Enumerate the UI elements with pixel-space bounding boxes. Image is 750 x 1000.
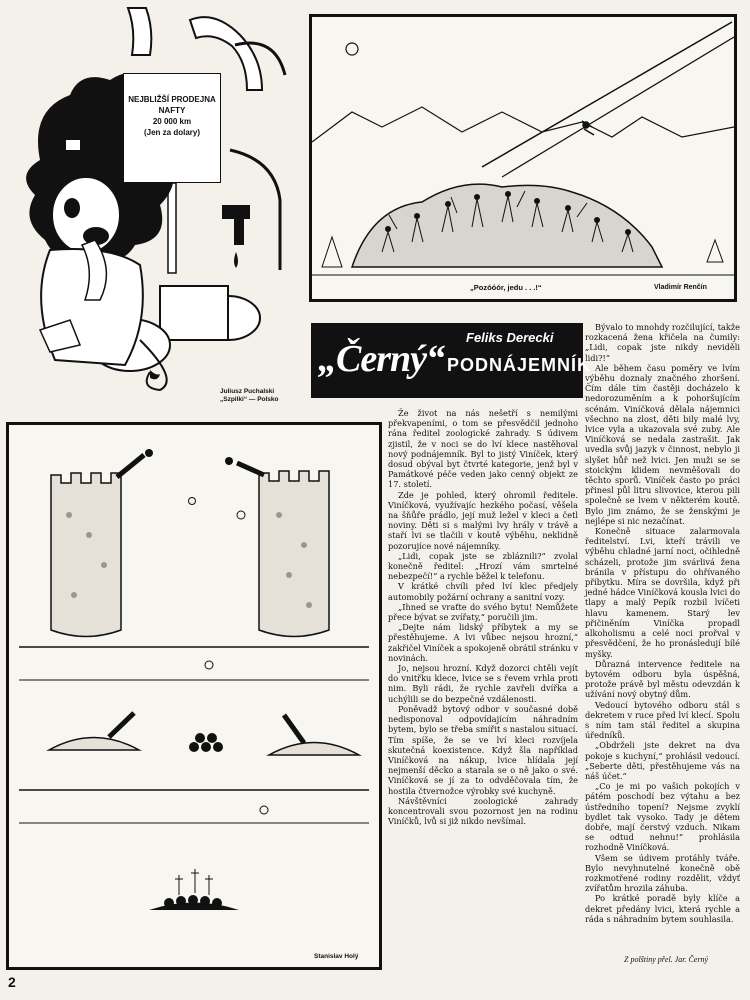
ski-drawing [312, 17, 734, 299]
lion-artist: Juliusz Puchalski [220, 388, 275, 395]
towers-cartoon [6, 422, 382, 970]
paragraph: Vedoucí bytového odboru stál s dekretem v ruce před lví klecí. Spolu s ním tam stál ředitel a skupina úředníků. [585, 699, 740, 741]
article-title: „Černý“ [318, 338, 444, 380]
towers-artist: Stanislav Holý [314, 953, 359, 960]
paragraph: „Dejte nám lidský příbytek a my se přestěhujeme. A lvi vůbec nejsou hrozní,“ zakřičel Viníček a spokojeně obrátil stránku v novinách. [388, 622, 578, 663]
paragraph: Všem se údivem protáhly tváře. Bylo nevyhnutelné konečně obě rozkmotřené rodiny rozdělit, vždyť zvířatům hrozila záhuba. [585, 852, 740, 894]
article-author: Feliks Derecki [466, 330, 554, 345]
ski-artist: Vladimír Renčín [654, 284, 707, 291]
price-sign [123, 73, 221, 183]
lion-source: „Szpilki“ — Polsko [220, 396, 279, 403]
article-column-2 [585, 322, 740, 952]
sign-line-1: NEJBLIŽŠÍ PRODEJNA [128, 95, 216, 104]
sign-line-3: 20 000 km [152, 117, 192, 126]
paragraph: Po krátké poradě byly klíče a dekret předány lvici, která rychle a ráda s náhradním bytem souhlasila. [585, 893, 740, 924]
lion-drawing [0, 0, 300, 410]
paragraph: Návštěvníci zoologické zahrady koncentrovali svou pozornost jen na rodinu Viníčků, lvů si již nikdo nevšímal. [388, 795, 578, 827]
sign-line-4: (Jen za dolary) [143, 128, 200, 137]
lion-credit [220, 388, 310, 404]
paragraph: Poněvadž bytový odbor v současné době nedisponoval odpovídajícím náhradním bytem, bylo se třeba smířit s nastalou situací. Tím spíše, že se ve lví kleci rozvíjela skutečná koexistence. Když šla například Viníčková na nákup, lvice hlídala její nejmenší děcko a starala se o ně jako o své. Viníčková se jí za to odvděčovala tím, že hostila čtvernožce výrobky své kuchyně. [388, 703, 578, 796]
towers-drawing [9, 425, 379, 967]
paragraph: „Lidi, copak jste se zbláznili?“ zvolal konečně ředitel: „Hrozí vám smrtelné nebezpečí!“ a rychle běžel k telefonu. [388, 550, 578, 582]
sign-line-2: NAFTY [158, 106, 186, 115]
ski-cartoon [309, 14, 737, 302]
ski-caption: „Pozóóór, jedu . . .!“ [470, 283, 542, 292]
paragraph: Bývalo to mnohdy rozčilující, takže rozkacená žena křičela na čumily: „Lidi, copak jste nikdy neviděli lidi?!“ [585, 322, 740, 363]
translator-credit: Z polštiny přel. Jar. Černý [624, 955, 708, 964]
paragraph: Že život na nás nešetří s nemilými překvapeními, o tom se přesvědčil jednoho rána ředitel zoologické zahrady. S údivem zjistil, že v noci se do lví klece nastěhoval nový podnájemník. Byl to jistý Viníček, který dosud obýval byt čtvrté kategorie, jenž byl v Památkové péče veden jako cenný objekt ze 17. století. [388, 408, 578, 490]
page-number: 2 [8, 974, 16, 990]
paragraph: „Obdrželi jste dekret na dva pokoje s kuchyní,“ prohlásil vedoucí. „Seberte děti, přestěhujeme vás na náš účet.“ [585, 740, 740, 781]
article-column-1 [388, 408, 578, 968]
paragraph: Jo, nejsou hrozní. Když dozorci chtěli vejít do vnitřku klece, lvice se s řevem vrhla proti nim. Byli rádi, že rychle zavřeli dvířka a uchýlili se do bezpečné vzdálenosti. [388, 663, 578, 704]
paragraph: „Ihned se vraťte do svého bytu! Nemůžete přece bývat se zvířaty,“ poručili jim. [388, 601, 578, 623]
paragraph: Konečně situace zalarmovala ředitelství. Lvi, kteří trávili ve výběhu chladné jarní noci, očihledně scházeli, protože jim svárlivá žena bránila v přístupu do ohřívaného příbytku. Míra se dovršila, když při jedné hádce Viníčková kousla lvici do tlapy a malý Pepík rozbil lvíčeti hlavu kamenem. Starý lev přičiněním Viníčka propadl alkoholismu a celé noci prořval v přesvědčení, že ho pronásledují bílé myšky. [585, 526, 740, 659]
paragraph: Ale během času poměry ve lvím výběhu doznaly značného zhoršení. Čím dále tím častěji docházelo k nedorozuměním a k pohoršujícím scénám. Viníčková dělala nájemnici všechno na zlost, děti bily malé lvy, lvice vyla a ukazovala své zuby. Ale Viníčková se nedala zastrašit. Jak uvedla svůj jazyk v činnost, nebylo ji slyšet hůř než lvici. Jen muži se se stoickým klidem nevměšovali do těchto sporů. Viníček často po práci přinesl půl litru slivovice, kterou pili společně se lvem v některém koutě. Bylo jim známo, že se ženskými je nejlépe si nic nezačínat. [585, 362, 740, 526]
paragraph: Zde je pohled, který ohromil ředitele. Viníčková, využívajíc hezkého počasí, věšela na šňůře prádlo, její muž ležel v kleci a četl noviny. Děti si s malými lvy hrály v trávě a staří lvi se tlačili v koutě výběhu, neklidně pozorujíce nové nájemníky. [388, 489, 578, 551]
paragraph: V krátké chvíli před lví klec předjely automobily požární ochrany a sanitní vozy. [388, 581, 578, 602]
article-subtitle: PODNÁJEMNÍK [447, 355, 592, 375]
lion-cartoon [0, 0, 300, 410]
paragraph: „Co je mi po vašich pokojích v pátém poschodí bez výtahu a bez ústředního topení? Nejsme zvyklí bydlet tak vysoko. Tady je dětem dobře, mají čerstvý vzduch. Nikam se odtud nehnu!“ prohlásila rozhodně Viníčková. [585, 781, 740, 853]
paragraph: Důrazná intervence ředitele na bytovém odboru byla úspěšná, protože právě byl městu odevzdán k užívání nový obytný dům. [585, 658, 740, 700]
